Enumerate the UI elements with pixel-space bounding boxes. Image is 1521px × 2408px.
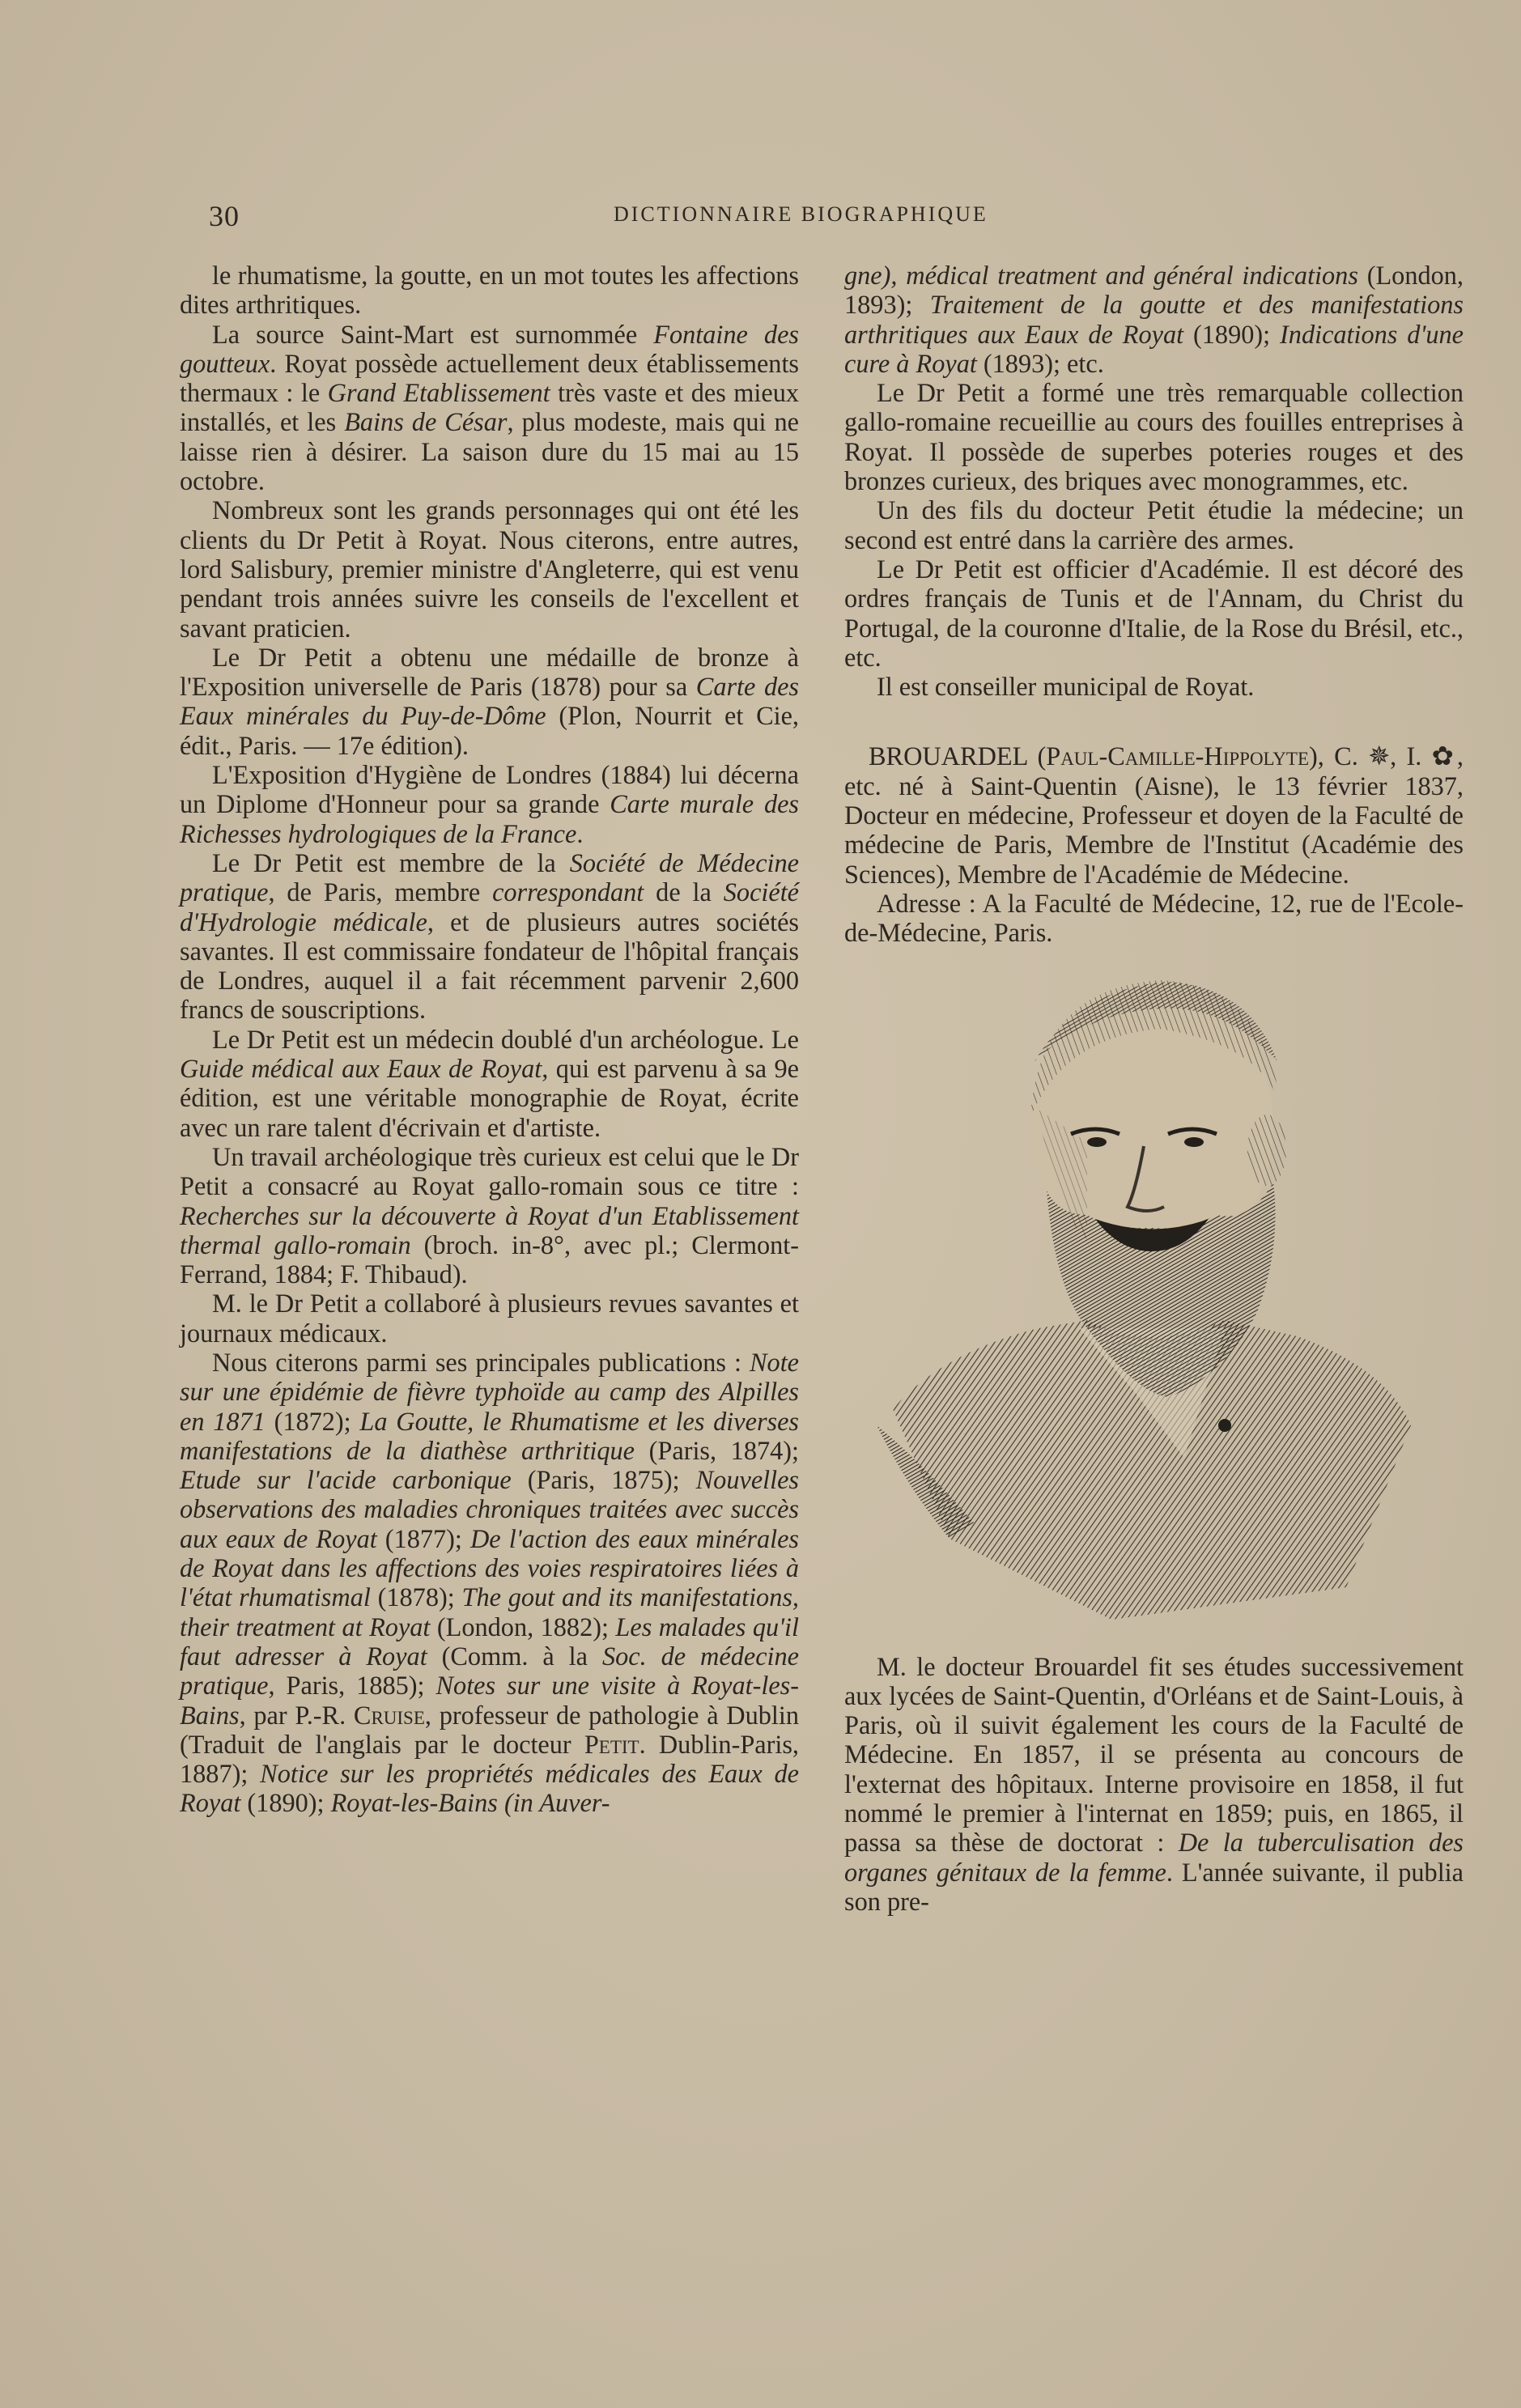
body-text: Le Dr Petit est officier d'Académie. Il est décoré des ordres français de Tunis et de l'Annam, du Christ du Portugal, de la couronne d'Italie, de la Rose du Brésil, etc., etc.: [844, 554, 1464, 672]
text-paragraph: [180, 1142, 799, 1289]
small-caps-name: Paul-Camille-Hippolyte: [1046, 741, 1310, 771]
body-text: très vaste et des mieux installés, et les: [180, 378, 800, 437]
text-paragraph: [180, 760, 799, 848]
body-text: , professeur de pathologie à Dublin (Traduit de l'anglais par le docteur: [180, 1700, 799, 1759]
text-paragraph: [180, 261, 799, 320]
body-text: Nombreux sont les grands personnages qui ont été les clients du Dr Petit à Royat. Nous citerons, entre autres, lord Salisbury, premier ministre d'Angleterre, qui est venu pendant trois années suivre les conseils de l'excellent et savant praticien.: [180, 495, 799, 643]
body-text: .: [576, 818, 584, 848]
text-paragraph: [180, 320, 799, 496]
text-paragraph: [844, 1652, 1464, 1917]
body-text: (1872);: [265, 1406, 360, 1436]
left-column: [180, 261, 799, 1818]
italic-title-text: Notes sur une visite à Royat-les-Bains: [180, 1671, 799, 1730]
body-text: (1890);: [240, 1788, 331, 1818]
italic-title-text: The gout and its manifestations, their treatment at Royat: [180, 1582, 799, 1641]
text-paragraph: [844, 495, 1464, 554]
body-text: Le Dr Petit a formé une très remarquable collection gallo-romaine recueillie au cours des fouilles entreprises à Royat. Il possède de superbes poteries rouges et des bronzes curieux, des briques avec monogrammes, etc.: [844, 378, 1464, 496]
body-text: Adresse : A la Faculté de Médecine, 12, rue de l'Ecole-de-Médecine, Paris.: [844, 888, 1464, 948]
right-column-bottom: [844, 1652, 1464, 1917]
italic-title-text: Fontaine des goutteux: [180, 319, 799, 378]
running-head: [209, 199, 1318, 231]
small-caps-name: Petit: [584, 1729, 639, 1759]
italic-title-text: Note sur une épidémie de fièvre typhoïde au camp des Alpilles en 1871: [180, 1347, 799, 1436]
italic-title-text: Recherches sur la découverte à Royat d'un Etablissement thermal gallo-romain: [180, 1200, 799, 1259]
body-text: L'Exposition d'Hygiène de Londres (1884) lui décerna un Diplome d'Honneur pour sa grande: [180, 760, 799, 819]
header-title: DICTIONNAIRE BIOGRAPHIQUE: [614, 202, 988, 226]
italic-title-text: Société de Médecine pratique: [180, 847, 799, 907]
body-text: (Plon, Nourrit et Cie, édit., Paris. — 17e édition).: [180, 701, 799, 760]
right-column-top: [844, 261, 1464, 701]
body-text: Le Dr Petit a obtenu une médaille de bronze à l'Exposition universelle de Paris (1878) pour sa: [180, 642, 799, 702]
body-text: (Paris, 1874);: [635, 1435, 799, 1465]
entry-heading-paragraph: [844, 741, 1464, 888]
italic-title-text: Bains de César: [344, 407, 508, 437]
body-text: , et de plusieurs autres sociétés savantes. Il est commissaire fondateur de l'hôpital français de Londres, auquel il a fait récemment parvenir 2,600 francs de souscriptions.: [180, 907, 799, 1025]
text-paragraph: [180, 643, 799, 760]
body-text: . Royat possède actuellement deux établissements thermaux : le: [180, 348, 799, 408]
italic-title-text: De la tuberculisation des organes génitaux de la femme: [844, 1828, 1464, 1887]
body-text: (London, 1882);: [430, 1612, 616, 1641]
italic-title-text: Notice sur les propriétés médicales des Eaux de Royat: [180, 1759, 799, 1818]
italic-title-text: gne), médical treatment and général indications: [844, 261, 1358, 290]
italic-title-text: Grand Etablissement: [327, 378, 550, 408]
body-text: Nous citerons parmi ses principales publications :: [212, 1347, 750, 1377]
biography-entry-brouardel: [844, 741, 1464, 947]
text-paragraph: [180, 848, 799, 1025]
italic-title-text: La Goutte, le Rhumatisme et les diverses manifestations de la diathèse arthritique: [180, 1406, 799, 1465]
body-text: , Paris, 1885);: [268, 1671, 436, 1701]
body-text: (1893); etc.: [976, 348, 1104, 378]
italic-title-text: Etude sur l'acide carbonique: [180, 1465, 512, 1495]
right-column: [844, 261, 1464, 1916]
italic-title-text: correspondant: [492, 877, 644, 907]
body-text: , plus modeste, mais qui ne laisse rien à désirer. La saison dure du 15 mai au 15 octobre.: [180, 407, 799, 496]
italic-title-text: De l'action des eaux minérales de Royat dans les affections des voies respiratoires liées à l'état rhumatismal: [180, 1523, 799, 1612]
body-text: (1890);: [1183, 319, 1281, 349]
body-text: M. le docteur Brouardel fit ses études successivement aux lycées de Saint-Quentin, d'Orléans et de Saint-Louis, à Paris, où il suivit également les cours de la Faculté de Médecine. En 1857, il se présenta au concours de l'externat des hôpitaux. Interne provisoire en 1858, il fut nommé le premier à l'internat en 1859; puis, en 1865, il passa sa thèse de doctorat :: [844, 1651, 1464, 1858]
body-text: La source Saint-Mart est surnommée: [212, 319, 654, 349]
body-text: (Comm. à la: [427, 1641, 602, 1671]
italic-title-text: Indications d'une cure à Royat: [844, 319, 1464, 378]
italic-title-text: Société d'Hydrologie médicale: [180, 877, 800, 936]
text-paragraph: [844, 672, 1464, 701]
body-text: BROUARDEL (: [869, 741, 1047, 771]
text-paragraph: [844, 378, 1464, 495]
portrait-engraving: [844, 972, 1464, 1620]
italic-title-text: Traitement de la goutte et des manifestations arthritiques aux Eaux de Royat: [844, 290, 1464, 349]
body-text: , qui est parvenu à sa 9e édition, est une véritable monographie de Royat, écrite avec un rare talent d'écrivain et d'artiste.: [180, 1054, 799, 1142]
text-paragraph: [844, 554, 1464, 672]
italic-title-text: Nouvelles observations des maladies chroniques traitées avec succès aux eaux de Royat: [180, 1465, 799, 1553]
body-text: Il est conseiller municipal de Royat.: [877, 672, 1255, 702]
italic-title-text: Soc. de médecine pratique: [180, 1641, 799, 1701]
body-text: . L'année suivante, il publia son pre-: [844, 1857, 1464, 1916]
body-text: (London, 1893);: [844, 261, 1464, 320]
text-paragraph: [844, 261, 1464, 378]
body-text: M. le Dr Petit a collaboré à plusieurs revues savantes et journaux médicaux.: [180, 1289, 799, 1348]
body-text: , par P.-R.: [239, 1700, 354, 1730]
text-paragraph: [180, 1289, 799, 1348]
italic-title-text: Carte murale des Richesses hydrologiques de la France: [180, 789, 800, 848]
body-text: Le Dr Petit est un médecin doublé d'un archéologue. Le: [212, 1024, 799, 1054]
text-paragraph: [180, 1348, 799, 1818]
body-text: (Paris, 1875);: [511, 1465, 696, 1495]
italic-title-text: Carte des Eaux minérales du Puy-de-Dôme: [180, 672, 799, 731]
body-text: Un travail archéologique très curieux est celui que le Dr Petit a consacré au Royat gallo-romain sous ce titre :: [180, 1141, 799, 1201]
body-text: . Dublin-Paris, 1887);: [180, 1729, 799, 1789]
text-paragraph: [180, 1025, 799, 1142]
small-caps-name: Cruise: [353, 1700, 425, 1730]
text-paragraph: [180, 495, 799, 642]
body-text: , de Paris, membre: [268, 877, 493, 907]
page-number: 30: [209, 200, 240, 232]
body-text: (1877);: [376, 1523, 470, 1553]
italic-title-text: Les malades qu'il faut adresser à Royat: [180, 1612, 799, 1671]
body-text: Un des fils du docteur Petit étudie la médecine; un second est entré dans la carrière des armes.: [844, 495, 1464, 554]
body-text: de la: [644, 877, 724, 907]
portrait-of-brouardel-image: [844, 972, 1464, 1620]
italic-title-text: Guide médical aux Eaux de Royat: [180, 1054, 542, 1084]
text-paragraph: [844, 889, 1464, 948]
body-text: Le Dr Petit est membre de la: [212, 847, 570, 877]
body-text: (1878);: [370, 1582, 462, 1612]
body-text: (broch. in-8°, avec pl.; Clermont-Ferrand, 1884; F. Thibaud).: [180, 1229, 799, 1289]
body-text: le rhumatisme, la goutte, en un mot toutes les affections dites arthritiques.: [180, 261, 799, 320]
italic-title-text: Royat-les-Bains (in Auver-: [330, 1788, 610, 1818]
body-text: ), C. ✵, I. ✿, etc. né à Saint-Quentin (Aisne), le 13 février 1837, Docteur en médecine, Professeur et doyen de la Faculté de médecine de Paris, Membre de l'Institut (Académie des Sciences), Membre de l'Académie de Médecine.: [844, 741, 1464, 889]
